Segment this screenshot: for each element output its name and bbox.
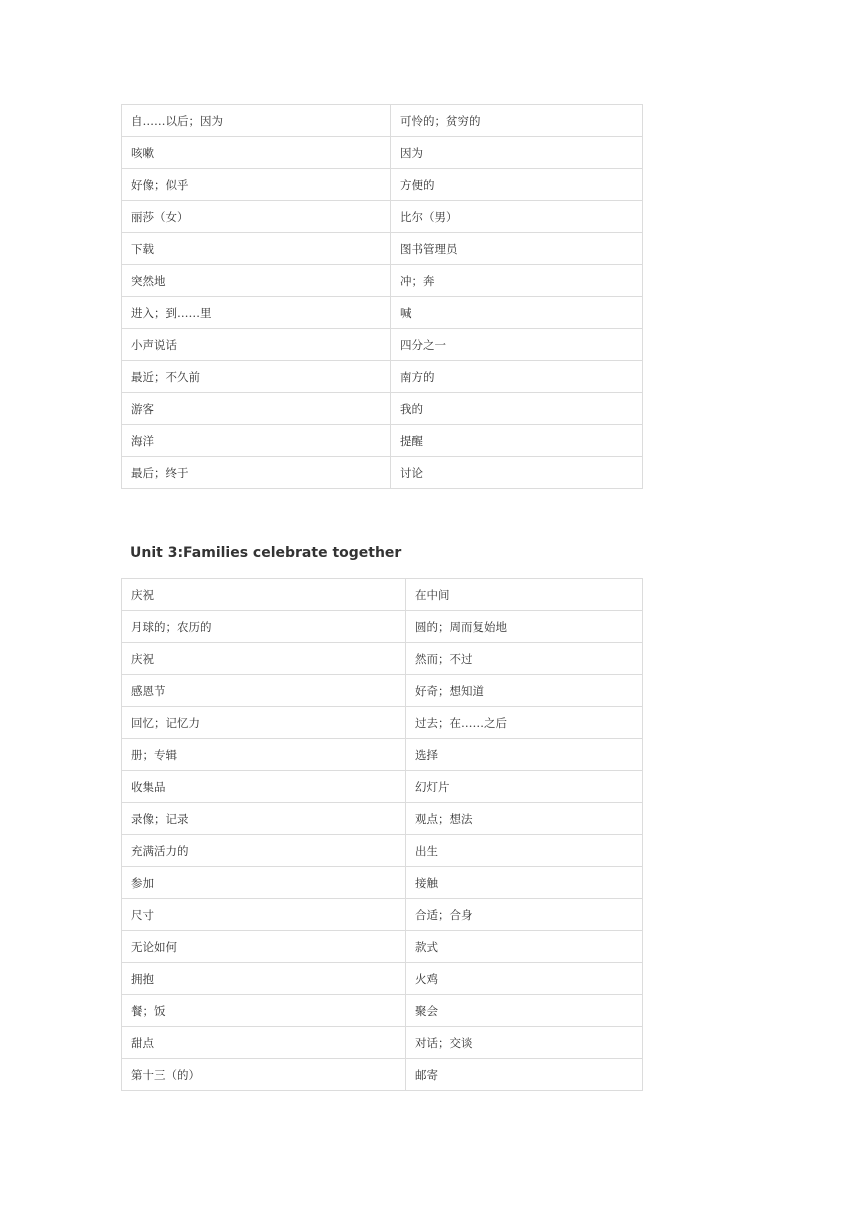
table-row: [122, 963, 643, 995]
table-cell-left: 收集品: [122, 771, 406, 803]
table-row: [122, 169, 643, 201]
table-cell-left: 无论如何: [122, 931, 406, 963]
table-row: [122, 297, 643, 329]
table-cell-left: 进入；到……里: [122, 297, 391, 329]
table-cell-left: 好像；似乎: [122, 169, 391, 201]
vocabulary-table-unit-3: [121, 578, 643, 1091]
table-cell-right: 聚会: [406, 995, 643, 1027]
table-row: [122, 739, 643, 771]
unit-3-heading: Unit 3:Families celebrate together: [130, 545, 402, 561]
table-cell-right: 方便的: [391, 169, 643, 201]
table-cell-right: 火鸡: [406, 963, 643, 995]
table-cell-left: 感恩节: [122, 675, 406, 707]
table-row: [122, 707, 643, 739]
table-cell-right: 过去；在……之后: [406, 707, 643, 739]
table-cell-left: 海洋: [122, 425, 391, 457]
table-cell-left: 庆祝: [122, 579, 406, 611]
table-cell-right: 比尔（男）: [391, 201, 643, 233]
table-row: [122, 265, 643, 297]
table-row: [122, 579, 643, 611]
table-cell-left: 最后；终于: [122, 457, 391, 489]
table-row: [122, 105, 643, 137]
table-cell-right: 出生: [406, 835, 643, 867]
table-cell-right: 我的: [391, 393, 643, 425]
table-cell-right: 观点；想法: [406, 803, 643, 835]
table-cell-right: 喊: [391, 297, 643, 329]
table-row: [122, 329, 643, 361]
table-row: [122, 643, 643, 675]
table-cell-left: 甜点: [122, 1027, 406, 1059]
table-cell-right: 在中间: [406, 579, 643, 611]
table-cell-left: 丽莎（女）: [122, 201, 391, 233]
table-cell-left: 餐；饭: [122, 995, 406, 1027]
table-cell-right: 提醒: [391, 425, 643, 457]
table-row: [122, 233, 643, 265]
table-cell-left: 月球的；农历的: [122, 611, 406, 643]
table-row: [122, 361, 643, 393]
table-cell-left: 咳嗽: [122, 137, 391, 169]
table-row: [122, 835, 643, 867]
table-cell-right: 好奇；想知道: [406, 675, 643, 707]
table-cell-right: 四分之一: [391, 329, 643, 361]
table-cell-right: 可怜的；贫穷的: [391, 105, 643, 137]
table-row: [122, 771, 643, 803]
table-cell-left: 庆祝: [122, 643, 406, 675]
table-cell-right: 因为: [391, 137, 643, 169]
vocabulary-table-1: [121, 104, 643, 489]
vocabulary-table-unit-3-body: [122, 579, 643, 1091]
table-cell-left: 录像；记录: [122, 803, 406, 835]
table-row: [122, 675, 643, 707]
table-row: [122, 995, 643, 1027]
table-row: [122, 201, 643, 233]
table-cell-left: 突然地: [122, 265, 391, 297]
table-cell-left: 回忆；记忆力: [122, 707, 406, 739]
table-cell-left: 自……以后；因为: [122, 105, 391, 137]
table-cell-right: 讨论: [391, 457, 643, 489]
table-cell-right: 邮寄: [406, 1059, 643, 1091]
table-cell-right: 合适；合身: [406, 899, 643, 931]
table-cell-right: 南方的: [391, 361, 643, 393]
table-cell-left: 下载: [122, 233, 391, 265]
table-cell-right: 冲；奔: [391, 265, 643, 297]
table-cell-left: 参加: [122, 867, 406, 899]
table-cell-right: 对话；交谈: [406, 1027, 643, 1059]
table-cell-left: 游客: [122, 393, 391, 425]
table-row: [122, 1059, 643, 1091]
table-cell-right: 图书管理员: [391, 233, 643, 265]
table-row: [122, 899, 643, 931]
vocabulary-table-1-body: [122, 105, 643, 489]
table-row: [122, 393, 643, 425]
table-cell-left: 尺寸: [122, 899, 406, 931]
table-row: [122, 931, 643, 963]
table-cell-right: 圆的；周而复始地: [406, 611, 643, 643]
table-cell-right: 款式: [406, 931, 643, 963]
table-row: [122, 803, 643, 835]
table-row: [122, 1027, 643, 1059]
table-row: [122, 457, 643, 489]
table-cell-left: 拥抱: [122, 963, 406, 995]
table-cell-left: 第十三（的）: [122, 1059, 406, 1091]
table-row: [122, 137, 643, 169]
table-cell-left: 小声说话: [122, 329, 391, 361]
table-row: [122, 425, 643, 457]
table-cell-right: 幻灯片: [406, 771, 643, 803]
table-row: [122, 611, 643, 643]
table-cell-right: 然而；不过: [406, 643, 643, 675]
table-row: [122, 867, 643, 899]
table-cell-left: 充满活力的: [122, 835, 406, 867]
table-cell-right: 接触: [406, 867, 643, 899]
table-cell-right: 选择: [406, 739, 643, 771]
table-cell-left: 最近；不久前: [122, 361, 391, 393]
table-cell-left: 册；专辑: [122, 739, 406, 771]
